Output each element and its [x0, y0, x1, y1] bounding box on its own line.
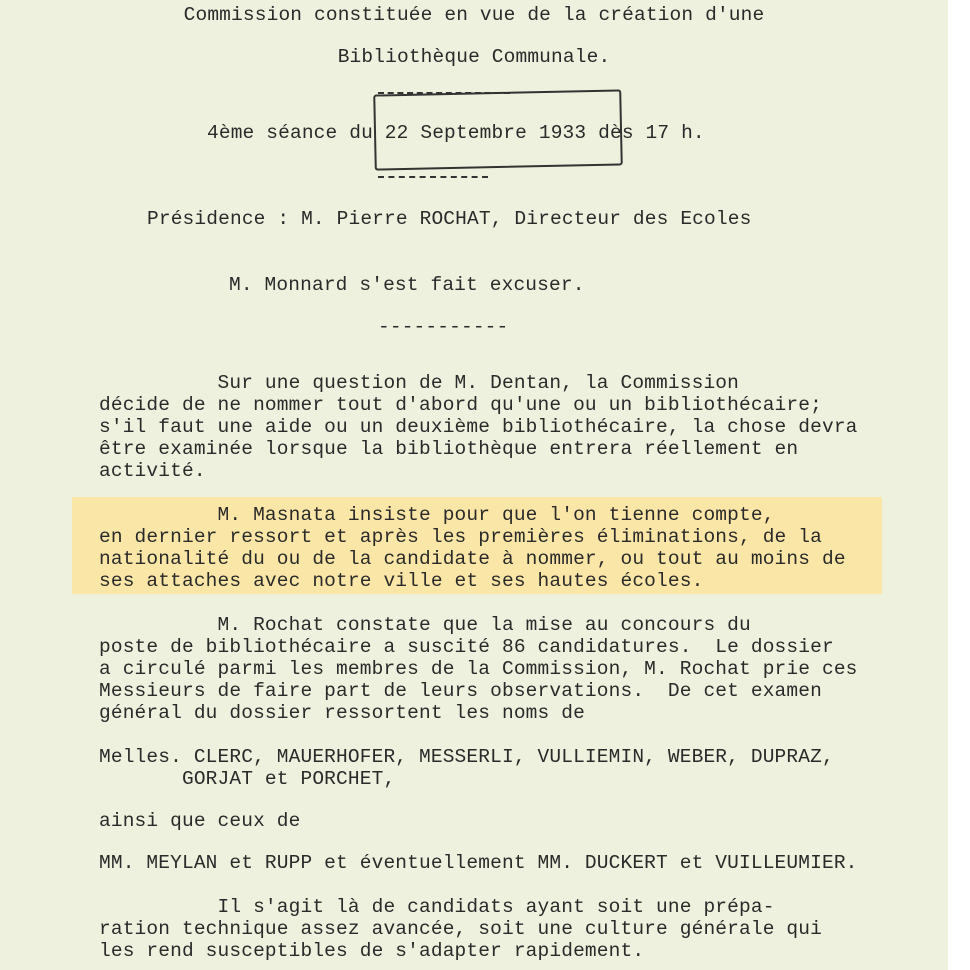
- p4-line-3: les rend susceptibles de s'adapter rapidement.: [99, 940, 645, 962]
- page-edge: [948, 0, 970, 970]
- excuse-line: M. Monnard s'est fait excuser.: [229, 274, 585, 296]
- p2-line-2: en dernier ressort et après les premières éliminations, de la: [99, 526, 822, 548]
- separator: -----------: [378, 316, 509, 338]
- p1-line-2: décide de ne nommer tout d'abord qu'une ou un bibliothécaire;: [99, 394, 822, 416]
- p3-line-3: a circulé parmi les membres de la Commission, M. Rochat prie ces: [99, 658, 858, 680]
- p2-line-1: M. Masnata insiste pour que l'on tienne compte,: [99, 504, 775, 526]
- session-date: 22 Septembre 1933: [384, 122, 587, 144]
- p2-line-3: nationalité du ou de la candidate à nommer, ou tout au moins de: [99, 548, 846, 570]
- title-line-2: Bibliothèque Communale.: [337, 46, 611, 68]
- p1-line-3: s'il faut une aide ou un deuxième bibliothécaire, la chose devra: [99, 416, 858, 438]
- names1-line-1: Melles. CLERC, MAUERHOFER, MESSERLI, VULLIEMIN, WEBER, DUPRAZ,: [99, 746, 834, 768]
- title-line-1: Commission constituée en vue de la création d'une: [183, 4, 765, 26]
- p1-line-4: être examinée lorsque la bibliothèque entrera réellement en: [99, 438, 799, 460]
- p3-line-4: Messieurs de faire part de leurs observations. De cet examen: [99, 680, 822, 702]
- p4-line-2: ration technique assez avancée, soit une culture générale qui: [99, 918, 822, 940]
- ainsi-line: ainsi que ceux de: [99, 810, 301, 832]
- p3-line-5: général du dossier ressortent les noms de: [99, 702, 585, 724]
- p1-line-1: Sur une question de M. Dentan, la Commission: [99, 372, 740, 394]
- dash-bottom: [378, 176, 488, 178]
- session-prefix: 4ème séance du: [207, 122, 385, 144]
- session-line: [207, 122, 705, 144]
- names2-line: MM. MEYLAN et RUPP et éventuellement MM. DUCKERT et VUILLEUMIER.: [99, 852, 858, 874]
- names1-line-2: GORJAT et PORCHET,: [99, 768, 396, 790]
- presidence-line: Présidence : M. Pierre ROCHAT, Directeur des Ecoles: [147, 208, 752, 230]
- p3-line-1: M. Rochat constate que la mise au concours du: [99, 614, 751, 636]
- p3-line-2: poste de bibliothécaire a suscité 86 candidatures. Le dossier: [99, 636, 834, 658]
- p2-line-4: ses attaches avec notre ville et ses hautes écoles.: [99, 570, 704, 592]
- p4-line-1: Il s'agit là de candidats ayant soit une prépa-: [99, 896, 775, 918]
- p1-line-5: activité.: [99, 460, 206, 482]
- session-suffix: dès 17 h.: [586, 122, 705, 144]
